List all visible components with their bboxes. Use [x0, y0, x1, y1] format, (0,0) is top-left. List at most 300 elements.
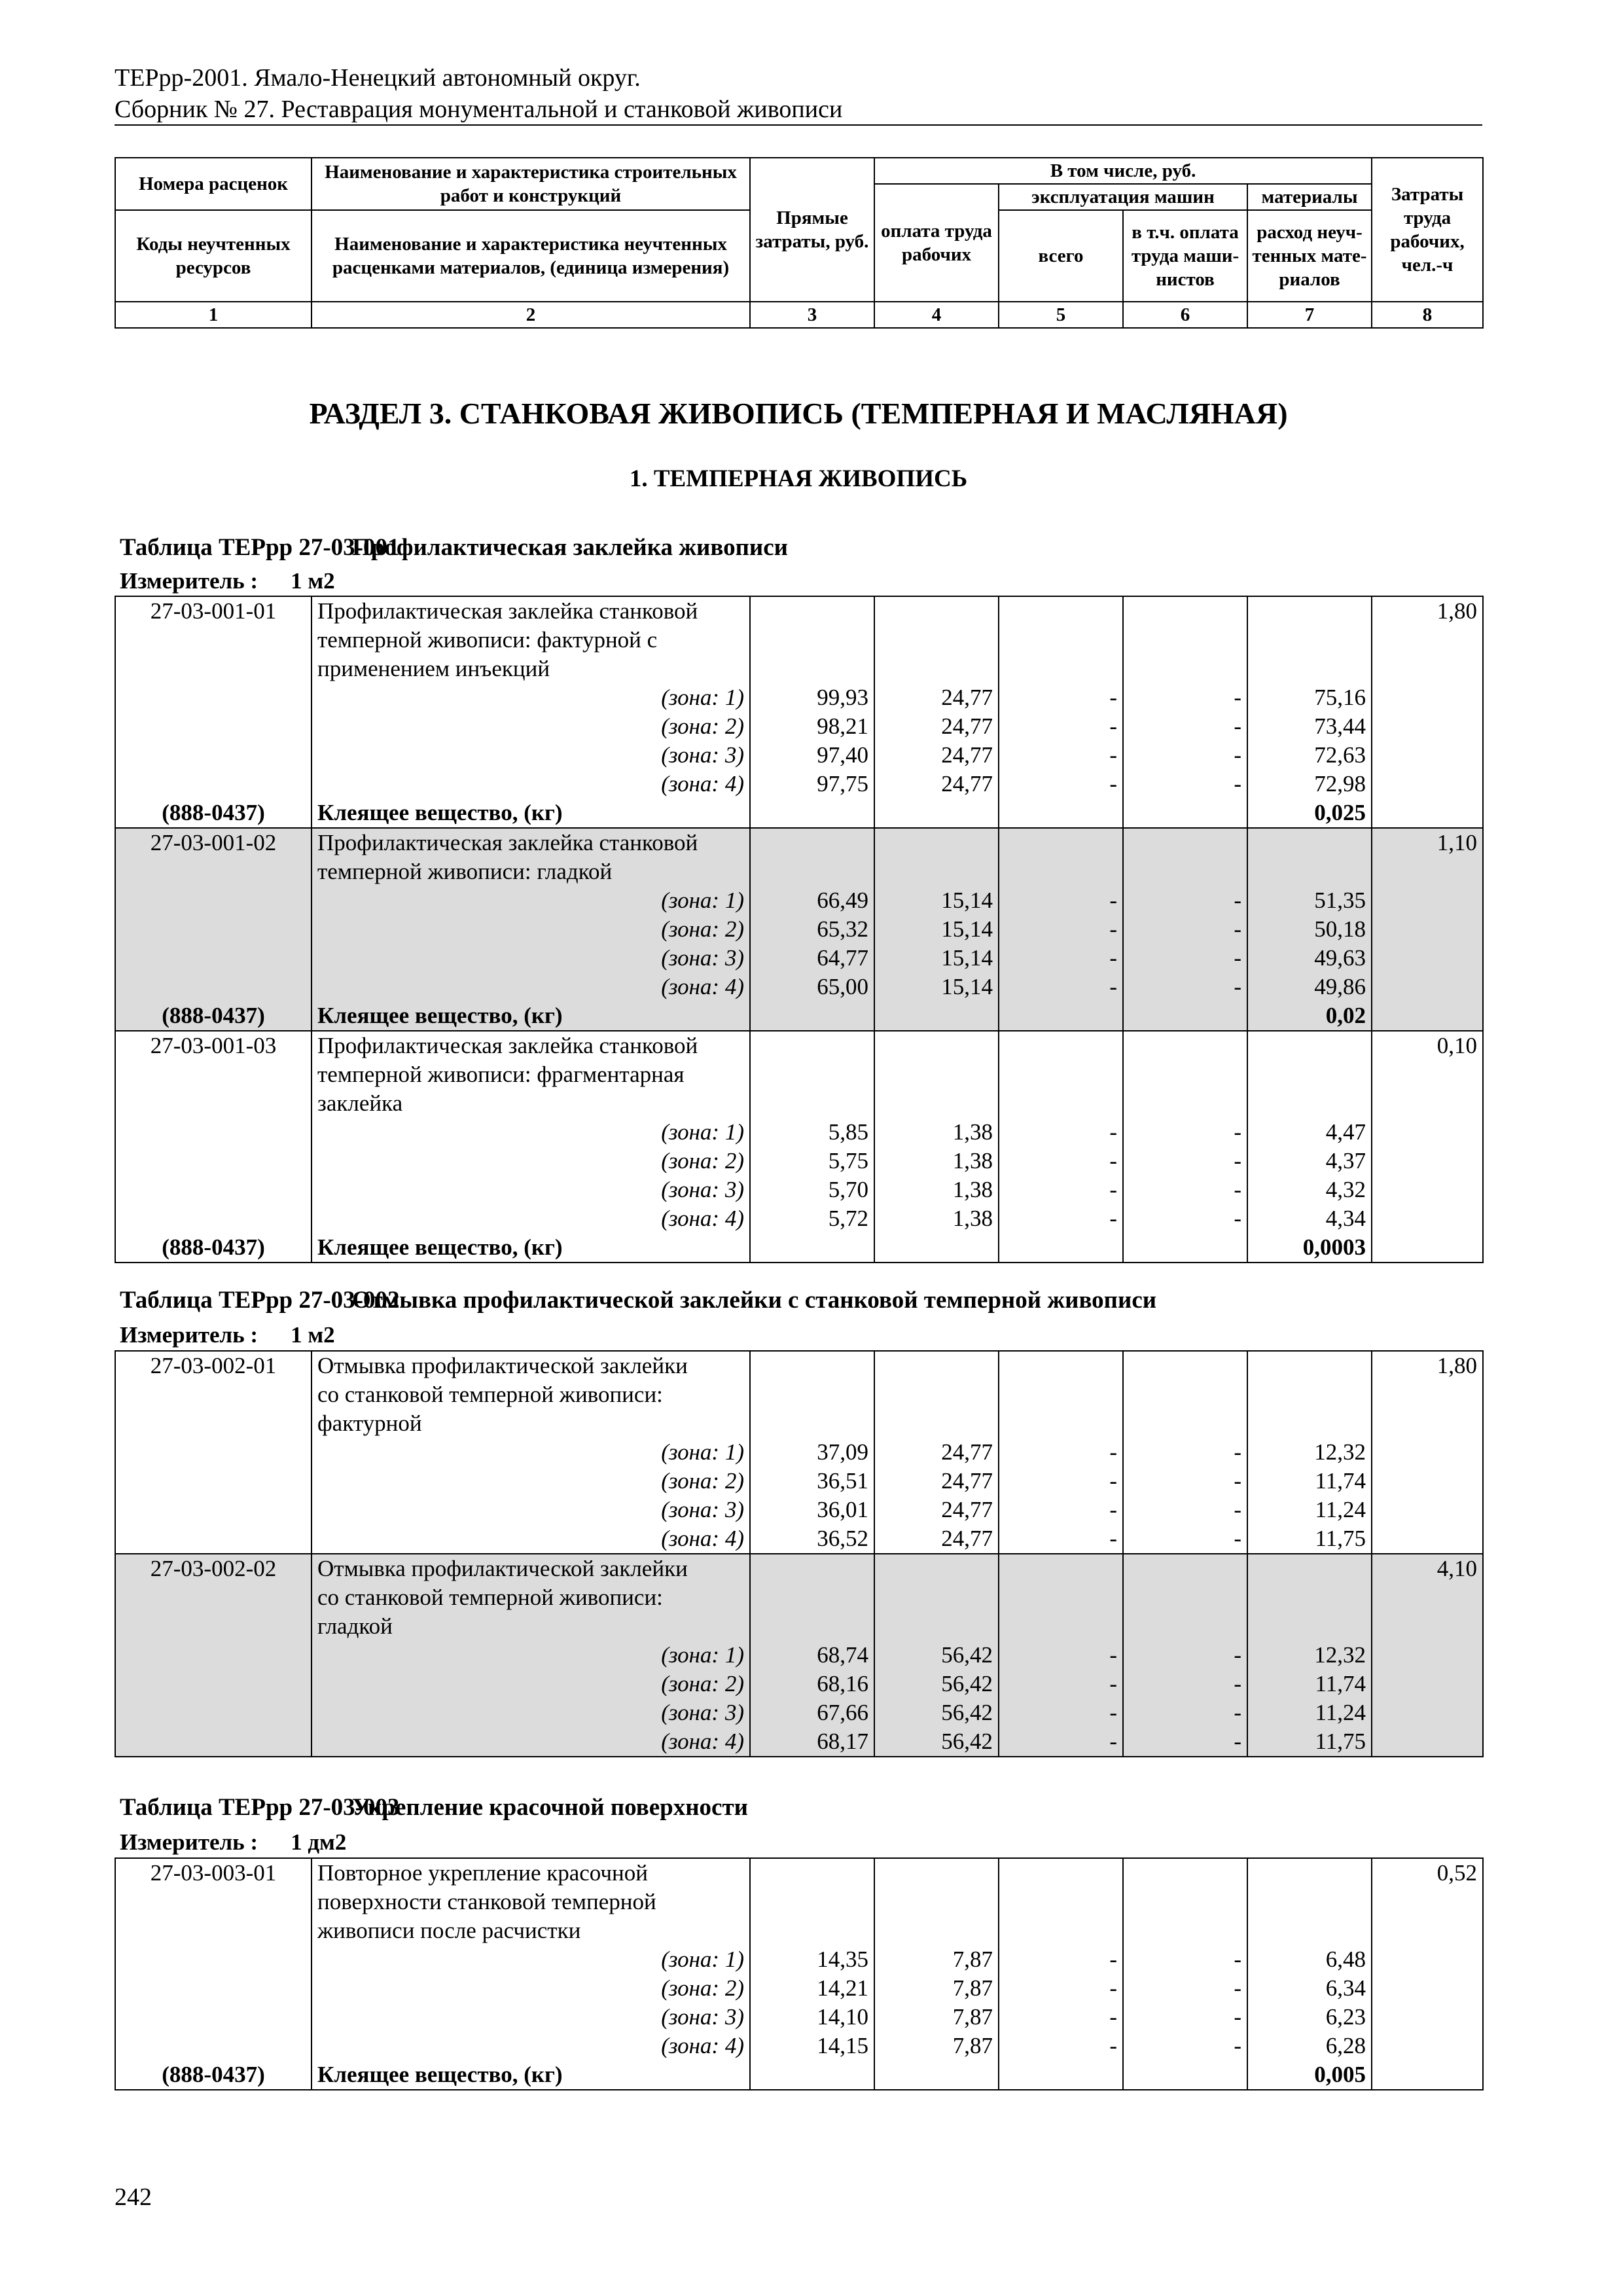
- rate-code: [115, 683, 312, 712]
- rate-description: со станковой темперной живописи:: [312, 1380, 750, 1409]
- materials-cost: 12,32: [1247, 1641, 1372, 1670]
- hdr-name-works: Наименование и характеристика строительных работ и конструкций: [312, 158, 750, 210]
- machine-total: [999, 1583, 1123, 1612]
- direct-costs: 36,52: [750, 1524, 874, 1554]
- materials-cost: [1247, 1612, 1372, 1641]
- measure-label: Измеритель :: [120, 1829, 259, 1855]
- machine-total: -: [999, 1147, 1123, 1175]
- header-line-1: ТЕРрр-2001. Ямало-Ненецкий автономный округ.: [115, 64, 641, 92]
- labor-costs: [1372, 1583, 1483, 1612]
- header-rule: [115, 124, 1482, 126]
- machinist-pay: -: [1123, 1204, 1247, 1233]
- zone-label: (зона: 3): [312, 741, 750, 770]
- machinist-pay: [1123, 1612, 1247, 1641]
- labor-costs: [1372, 944, 1483, 973]
- materials-cost: [1247, 1583, 1372, 1612]
- col-number-2: 2: [312, 302, 750, 328]
- rate-code: [115, 1089, 312, 1118]
- rate-code: [115, 1147, 312, 1175]
- material-name: Клеящее вещество, (кг): [312, 1233, 750, 1263]
- labor-costs: [1372, 798, 1483, 828]
- rate-description: фактурной: [312, 1409, 750, 1438]
- direct-costs: 37,09: [750, 1438, 874, 1467]
- direct-costs: [750, 626, 874, 655]
- machinist-pay: -: [1123, 973, 1247, 1001]
- materials-cost: 11,75: [1247, 1727, 1372, 1757]
- rate-code: [115, 1583, 312, 1612]
- materials-cost: [1247, 1060, 1372, 1089]
- machinist-pay: -: [1123, 712, 1247, 741]
- machine-total: -: [999, 1974, 1123, 2003]
- materials-cost: 4,47: [1247, 1118, 1372, 1147]
- labor-pay: [874, 1233, 999, 1263]
- labor-costs: [1372, 1670, 1483, 1698]
- rate-description: со станковой темперной живописи:: [312, 1583, 750, 1612]
- labor-pay: [874, 857, 999, 886]
- labor-costs: [1372, 1233, 1483, 1263]
- table-row: [115, 944, 1483, 973]
- rate-code: [115, 1641, 312, 1670]
- table-row: [115, 1670, 1483, 1698]
- direct-costs: [750, 1888, 874, 1916]
- materials-cost: [1247, 1888, 1372, 1916]
- table-row: [115, 741, 1483, 770]
- machinist-pay: [1123, 626, 1247, 655]
- materials-cost: 11,74: [1247, 1467, 1372, 1496]
- labor-costs: [1372, 1001, 1483, 1031]
- direct-costs: [750, 1089, 874, 1118]
- machine-total: -: [999, 886, 1123, 915]
- rate-code: 27-03-001-03: [115, 1031, 312, 1060]
- machine-total: -: [999, 1698, 1123, 1727]
- rate-description: темперной живописи: фрагментарная: [312, 1060, 750, 1089]
- table-row: [115, 655, 1483, 683]
- machine-total: [999, 828, 1123, 857]
- labor-costs: [1372, 1945, 1483, 1974]
- rate-code: [115, 1698, 312, 1727]
- direct-costs: 14,21: [750, 1974, 874, 2003]
- machinist-pay: -: [1123, 1945, 1247, 1974]
- machinist-pay: -: [1123, 1467, 1247, 1496]
- materials-cost: 4,34: [1247, 1204, 1372, 1233]
- machinist-pay: -: [1123, 741, 1247, 770]
- direct-costs: 64,77: [750, 944, 874, 973]
- hdr-labor-costs: Затраты труда рабочих, чел.-ч: [1372, 158, 1483, 302]
- machinist-pay: -: [1123, 770, 1247, 798]
- table-row: [115, 1554, 1483, 1583]
- machine-total: [999, 655, 1123, 683]
- zone-label: (зона: 3): [312, 1698, 750, 1727]
- rate-code: (888-0437): [115, 1233, 312, 1263]
- labor-costs: [1372, 2003, 1483, 2032]
- labor-pay: [874, 596, 999, 626]
- rate-description: заклейка: [312, 1089, 750, 1118]
- machine-total: [999, 798, 1123, 828]
- table-row: [115, 1409, 1483, 1438]
- labor-pay: 15,14: [874, 915, 999, 944]
- table-row: [115, 1031, 1483, 1060]
- machine-total: -: [999, 1204, 1123, 1233]
- labor-pay: [874, 626, 999, 655]
- zone-label: (зона: 1): [312, 1118, 750, 1147]
- labor-pay: 7,87: [874, 2032, 999, 2060]
- rate-code: [115, 1974, 312, 2003]
- rate-description: темперной живописи: фактурной с: [312, 626, 750, 655]
- col-number-1: 1: [115, 302, 312, 328]
- materials-cost: 50,18: [1247, 915, 1372, 944]
- machine-total: -: [999, 944, 1123, 973]
- direct-costs: 67,66: [750, 1698, 874, 1727]
- materials-cost: 4,32: [1247, 1175, 1372, 1204]
- col-number-6: 6: [1123, 302, 1247, 328]
- machine-total: -: [999, 915, 1123, 944]
- labor-pay: 24,77: [874, 770, 999, 798]
- labor-pay: 7,87: [874, 2003, 999, 2032]
- materials-cost: [1247, 1031, 1372, 1060]
- machinist-pay: -: [1123, 1670, 1247, 1698]
- measure-unit: [120, 568, 335, 594]
- direct-costs: [750, 1554, 874, 1583]
- table-title: [120, 533, 788, 562]
- machine-total: [999, 1916, 1123, 1945]
- labor-costs: [1372, 683, 1483, 712]
- machinist-pay: -: [1123, 2032, 1247, 2060]
- labor-costs: [1372, 712, 1483, 741]
- labor-costs: [1372, 1089, 1483, 1118]
- measure-label: Измеритель :: [120, 1322, 259, 1348]
- labor-pay: 7,87: [874, 1945, 999, 1974]
- labor-costs: [1372, 655, 1483, 683]
- direct-costs: [750, 1233, 874, 1263]
- labor-pay: 1,38: [874, 1118, 999, 1147]
- rate-code: [115, 857, 312, 886]
- zone-label: (зона: 2): [312, 1974, 750, 2003]
- machinist-pay: [1123, 1089, 1247, 1118]
- material-name: Клеящее вещество, (кг): [312, 1001, 750, 1031]
- rate-code: (888-0437): [115, 1001, 312, 1031]
- machine-total: -: [999, 1524, 1123, 1554]
- labor-costs: 0,52: [1372, 1858, 1483, 1888]
- section-title: РАЗДЕЛ 3. СТАНКОВАЯ ЖИВОПИСЬ (ТЕМПЕРНАЯ И МАСЛЯНАЯ): [309, 397, 1288, 430]
- labor-costs: [1372, 1727, 1483, 1757]
- labor-costs: [1372, 886, 1483, 915]
- direct-costs: [750, 1916, 874, 1945]
- unaccounted-material-qty: 0,005: [1247, 2060, 1372, 2090]
- materials-cost: [1247, 1351, 1372, 1380]
- rate-code: 27-03-002-01: [115, 1351, 312, 1380]
- hdr-labor-pay: оплата труда рабочих: [874, 184, 999, 302]
- table-row: [115, 1380, 1483, 1409]
- machinist-pay: -: [1123, 1496, 1247, 1524]
- materials-cost: 11,24: [1247, 1698, 1372, 1727]
- rate-code: [115, 1467, 312, 1496]
- machinist-pay: -: [1123, 1974, 1247, 2003]
- machinist-pay: -: [1123, 1524, 1247, 1554]
- measure-unit: [120, 1829, 346, 1856]
- machine-total: [999, 1409, 1123, 1438]
- zone-label: (зона: 2): [312, 1147, 750, 1175]
- materials-cost: [1247, 1380, 1372, 1409]
- machine-total: [999, 1351, 1123, 1380]
- machinist-pay: [1123, 1888, 1247, 1916]
- machinist-pay: [1123, 655, 1247, 683]
- labor-pay: [874, 2060, 999, 2090]
- material-name: Клеящее вещество, (кг): [312, 798, 750, 828]
- unaccounted-material-qty: 0,02: [1247, 1001, 1372, 1031]
- labor-pay: [874, 1888, 999, 1916]
- machine-total: [999, 1031, 1123, 1060]
- machinist-pay: [1123, 1031, 1247, 1060]
- direct-costs: 65,32: [750, 915, 874, 944]
- materials-cost: 49,63: [1247, 944, 1372, 973]
- direct-costs: [750, 798, 874, 828]
- rate-code: [115, 655, 312, 683]
- rate-code: [115, 1380, 312, 1409]
- labor-costs: [1372, 2060, 1483, 2090]
- direct-costs: 99,93: [750, 683, 874, 712]
- labor-costs: [1372, 1060, 1483, 1089]
- table-row: [115, 626, 1483, 655]
- col-number-7: 7: [1247, 302, 1372, 328]
- subsection-title: 1. ТЕМПЕРНАЯ ЖИВОПИСЬ: [629, 465, 968, 492]
- table-title: [120, 1793, 748, 1821]
- rate-code: [115, 770, 312, 798]
- labor-costs: [1372, 1409, 1483, 1438]
- labor-costs: [1372, 1496, 1483, 1524]
- col-number-5: 5: [999, 302, 1123, 328]
- zone-label: (зона: 4): [312, 770, 750, 798]
- materials-cost: 6,48: [1247, 1945, 1372, 1974]
- zone-label: (зона: 4): [312, 2032, 750, 2060]
- table-row: [115, 915, 1483, 944]
- table-row: [115, 1060, 1483, 1089]
- zone-label: (зона: 2): [312, 1670, 750, 1698]
- machine-total: -: [999, 973, 1123, 1001]
- machinist-pay: -: [1123, 944, 1247, 973]
- zone-label: (зона: 1): [312, 886, 750, 915]
- direct-costs: 68,17: [750, 1727, 874, 1757]
- table-name: Укрепление красочной поверхности: [352, 1794, 748, 1821]
- zone-label: (зона: 1): [312, 1438, 750, 1467]
- machinist-pay: [1123, 1380, 1247, 1409]
- table-row: [115, 973, 1483, 1001]
- labor-pay: [874, 1916, 999, 1945]
- zone-label: (зона: 2): [312, 915, 750, 944]
- rate-code: [115, 1409, 312, 1438]
- machine-total: -: [999, 1496, 1123, 1524]
- direct-costs: [750, 655, 874, 683]
- labor-costs: [1372, 1888, 1483, 1916]
- machinist-pay: -: [1123, 1698, 1247, 1727]
- hdr-machine-total: всего: [999, 210, 1123, 302]
- labor-costs: [1372, 1641, 1483, 1670]
- table-row: [115, 1089, 1483, 1118]
- measure-value: 1 дм2: [291, 1829, 347, 1855]
- materials-cost: 11,75: [1247, 1524, 1372, 1554]
- materials-cost: 4,37: [1247, 1147, 1372, 1175]
- direct-costs: 14,35: [750, 1945, 874, 1974]
- labor-pay: [874, 1858, 999, 1888]
- machinist-pay: [1123, 1858, 1247, 1888]
- zone-label: (зона: 4): [312, 973, 750, 1001]
- labor-pay: [874, 1612, 999, 1641]
- machine-total: -: [999, 1175, 1123, 1204]
- table-row: [115, 857, 1483, 886]
- materials-cost: [1247, 1916, 1372, 1945]
- machine-total: [999, 596, 1123, 626]
- machinist-pay: [1123, 1916, 1247, 1945]
- table-row: [115, 886, 1483, 915]
- direct-costs: [750, 1409, 874, 1438]
- direct-costs: [750, 1060, 874, 1089]
- machinist-pay: -: [1123, 1641, 1247, 1670]
- rate-description: Профилактическая заклейка станковой: [312, 1031, 750, 1060]
- direct-costs: [750, 857, 874, 886]
- direct-costs: [750, 1380, 874, 1409]
- labor-costs: 1,10: [1372, 828, 1483, 857]
- machine-total: [999, 1612, 1123, 1641]
- machinist-pay: [1123, 1060, 1247, 1089]
- rate-description: Профилактическая заклейка станковой: [312, 596, 750, 626]
- materials-cost: 75,16: [1247, 683, 1372, 712]
- rate-code: [115, 944, 312, 973]
- labor-pay: 56,42: [874, 1670, 999, 1698]
- rate-code: 27-03-003-01: [115, 1858, 312, 1888]
- labor-pay: 24,77: [874, 712, 999, 741]
- materials-cost: [1247, 828, 1372, 857]
- direct-costs: 98,21: [750, 712, 874, 741]
- labor-pay: [874, 828, 999, 857]
- labor-costs: [1372, 1524, 1483, 1554]
- table-row: [115, 1001, 1483, 1031]
- labor-costs: [1372, 1380, 1483, 1409]
- labor-costs: [1372, 1175, 1483, 1204]
- machine-total: -: [999, 741, 1123, 770]
- labor-pay: [874, 1351, 999, 1380]
- rate-code: [115, 1916, 312, 1945]
- machinist-pay: [1123, 2060, 1247, 2090]
- rate-code: [115, 741, 312, 770]
- labor-pay: 24,77: [874, 1524, 999, 1554]
- rate-code: [115, 1118, 312, 1147]
- rate-description: Отмывка профилактической заклейки: [312, 1351, 750, 1380]
- labor-pay: 56,42: [874, 1698, 999, 1727]
- table-row: [115, 1147, 1483, 1175]
- materials-cost: 11,24: [1247, 1496, 1372, 1524]
- table-row: [115, 1945, 1483, 1974]
- unaccounted-material-qty: 0,025: [1247, 798, 1372, 828]
- table-row: [115, 1496, 1483, 1524]
- labor-pay: 24,77: [874, 683, 999, 712]
- machinist-pay: -: [1123, 1727, 1247, 1757]
- header-line-2: Сборник № 27. Реставрация монументальной и станковой живописи: [115, 96, 843, 123]
- rate-code: [115, 886, 312, 915]
- machinist-pay: [1123, 828, 1247, 857]
- rate-code: [115, 626, 312, 655]
- hdr-unaccounted-materials: расход неуч-тенных мате-риалов: [1247, 210, 1372, 302]
- hdr-rate-numbers: Номера расценок: [115, 158, 312, 210]
- table-row: [115, 712, 1483, 741]
- machinist-pay: [1123, 1409, 1247, 1438]
- table-row: [115, 1727, 1483, 1757]
- rate-code: [115, 1670, 312, 1698]
- labor-costs: [1372, 1147, 1483, 1175]
- machine-total: -: [999, 1945, 1123, 1974]
- zone-label: (зона: 3): [312, 944, 750, 973]
- labor-pay: [874, 1060, 999, 1089]
- rate-code: [115, 1612, 312, 1641]
- material-name: Клеящее вещество, (кг): [312, 2060, 750, 2090]
- machinist-pay: [1123, 1001, 1247, 1031]
- direct-costs: [750, 1031, 874, 1060]
- machinist-pay: [1123, 1583, 1247, 1612]
- zone-label: (зона: 2): [312, 1467, 750, 1496]
- table-row: [115, 596, 1483, 626]
- col-number-3: 3: [750, 302, 874, 328]
- rate-code: [115, 1496, 312, 1524]
- rate-code: [115, 1438, 312, 1467]
- direct-costs: 97,40: [750, 741, 874, 770]
- table-row: [115, 1974, 1483, 2003]
- rate-description: Профилактическая заклейка станковой: [312, 828, 750, 857]
- labor-pay: 24,77: [874, 1496, 999, 1524]
- rate-code: [115, 1888, 312, 1916]
- materials-cost: 72,63: [1247, 741, 1372, 770]
- direct-costs: [750, 1001, 874, 1031]
- direct-costs: 68,16: [750, 1670, 874, 1698]
- materials-cost: 49,86: [1247, 973, 1372, 1001]
- table-row: [115, 1858, 1483, 1888]
- running-header: [115, 62, 842, 125]
- labor-pay: 24,77: [874, 741, 999, 770]
- labor-pay: [874, 1380, 999, 1409]
- direct-costs: [750, 1612, 874, 1641]
- rate-code: [115, 2003, 312, 2032]
- rate-description: Отмывка профилактической заклейки: [312, 1554, 750, 1583]
- materials-cost: 6,23: [1247, 2003, 1372, 2032]
- materials-cost: 11,74: [1247, 1670, 1372, 1698]
- direct-costs: [750, 596, 874, 626]
- machine-total: [999, 626, 1123, 655]
- materials-cost: 6,34: [1247, 1974, 1372, 2003]
- machinist-pay: -: [1123, 1175, 1247, 1204]
- hdr-materials: материалы: [1247, 184, 1372, 210]
- zone-label: (зона: 4): [312, 1524, 750, 1554]
- rate-description: Повторное укрепление красочной: [312, 1858, 750, 1888]
- labor-costs: [1372, 626, 1483, 655]
- column-header-table: [115, 157, 1484, 329]
- labor-costs: [1372, 2032, 1483, 2060]
- table-row: [115, 1888, 1483, 1916]
- direct-costs: 5,75: [750, 1147, 874, 1175]
- labor-pay: 15,14: [874, 973, 999, 1001]
- direct-costs: [750, 1858, 874, 1888]
- machinist-pay: [1123, 1351, 1247, 1380]
- labor-pay: 15,14: [874, 944, 999, 973]
- machine-total: [999, 1001, 1123, 1031]
- table-name: Отмывка профилактической заклейки с станковой темперной живописи: [352, 1287, 1157, 1314]
- machinist-pay: -: [1123, 1147, 1247, 1175]
- labor-pay: [874, 1583, 999, 1612]
- machinist-pay: -: [1123, 2003, 1247, 2032]
- machine-total: [999, 2060, 1123, 2090]
- labor-costs: 4,10: [1372, 1554, 1483, 1583]
- machine-total: -: [999, 770, 1123, 798]
- machine-total: -: [999, 1727, 1123, 1757]
- machinist-pay: -: [1123, 1438, 1247, 1467]
- labor-pay: [874, 655, 999, 683]
- labor-costs: [1372, 1974, 1483, 2003]
